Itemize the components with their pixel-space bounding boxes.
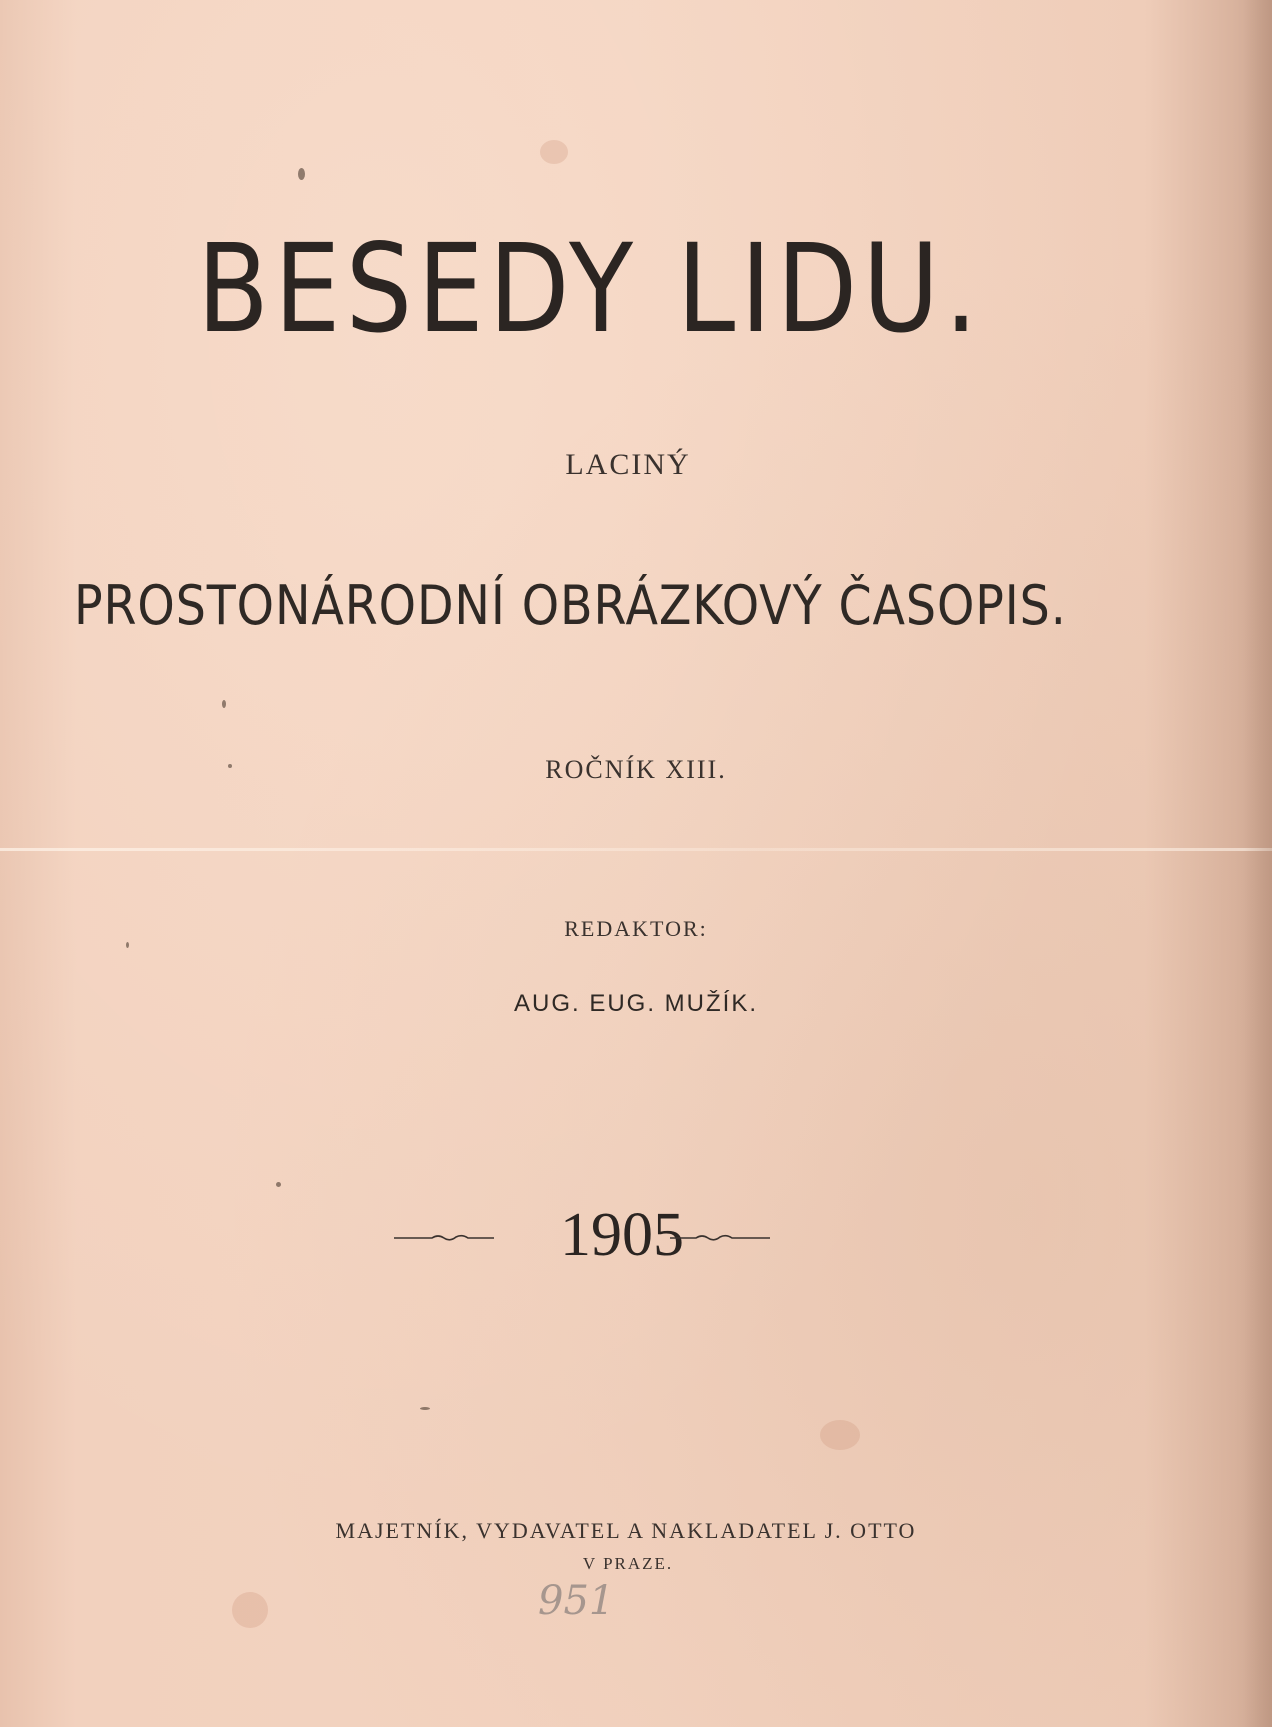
pencil-note-text: 951 (538, 1578, 615, 1624)
ink-speck (126, 942, 129, 948)
publication-year: 1905 (560, 1201, 684, 1269)
paper-stain (820, 1420, 860, 1450)
editor-label: REDAKTOR: (564, 916, 708, 941)
ink-speck (420, 1407, 430, 1410)
ink-speck (222, 700, 226, 708)
subtitle: LACINÝ (565, 448, 691, 481)
editor-name: AUG. EUG. MUŽÍK. (513, 990, 758, 1017)
headline: PROSTONÁRODNÍ OBRÁZKOVÝ ČASOPIS. (74, 574, 1067, 637)
pencil-note (534, 1574, 626, 1624)
publisher-city: V PRAZE. (582, 1554, 674, 1573)
year-row (0, 1200, 1272, 1270)
spine-shadow (1244, 0, 1272, 1727)
volume-label: ROČNÍK XIII. (545, 755, 727, 784)
paper-stain (540, 140, 568, 164)
ink-speck (298, 168, 305, 180)
publisher-line: MAJETNÍK, VYDAVATEL A NAKLADATEL J. OTTO (335, 1518, 917, 1543)
paper-stain (232, 1592, 268, 1628)
page-title: BESEDY LIDU. (197, 218, 983, 360)
ornament-right-icon (670, 1232, 770, 1242)
paper-fold (0, 848, 1272, 851)
ink-speck (276, 1182, 281, 1187)
